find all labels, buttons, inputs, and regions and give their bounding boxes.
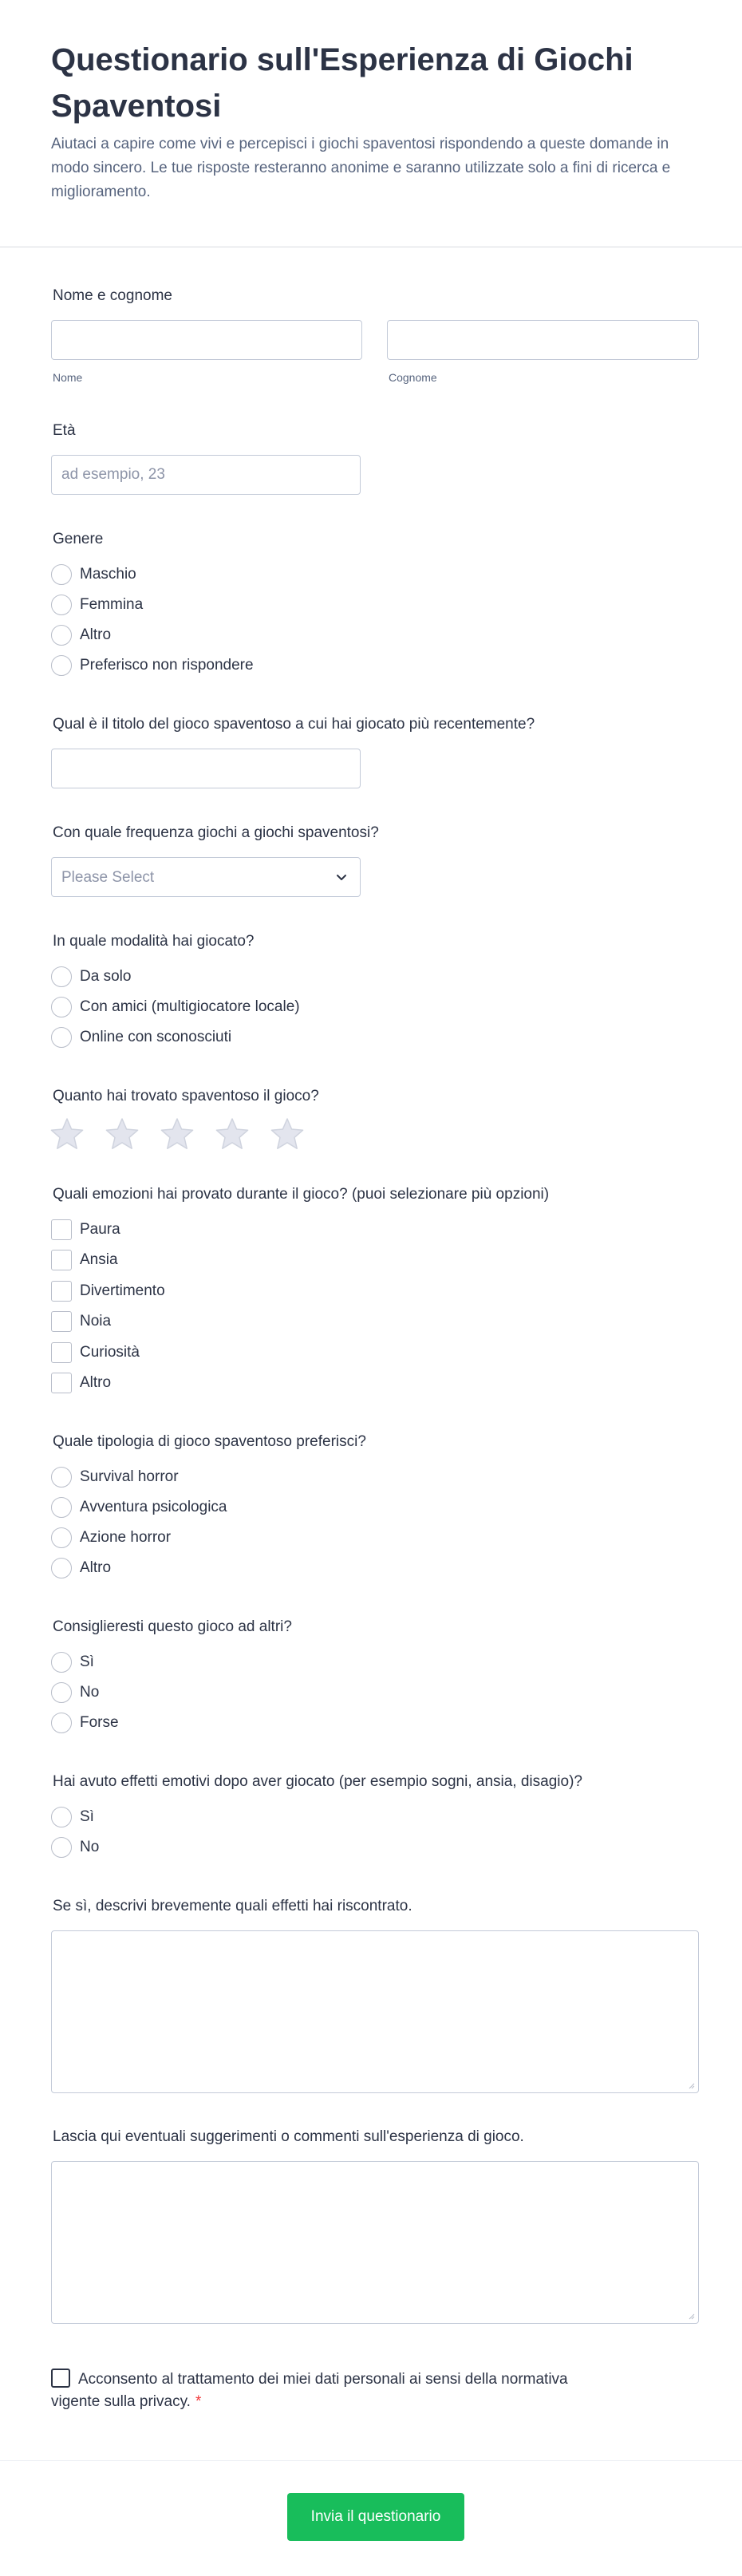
name-label: Nome e cognome bbox=[53, 287, 172, 304]
emotion-option-divertimento[interactable] bbox=[51, 1280, 165, 1302]
effects-option-si[interactable] bbox=[51, 1806, 94, 1828]
radio-button[interactable] bbox=[51, 1027, 72, 1048]
option-label: No bbox=[80, 1684, 100, 1701]
effects-option-no[interactable] bbox=[51, 1836, 99, 1859]
option-label: Paura bbox=[80, 1221, 120, 1238]
option-label: Avventura psicologica bbox=[80, 1499, 227, 1515]
option-label: Altro bbox=[80, 1374, 112, 1391]
checkbox[interactable] bbox=[51, 1250, 72, 1270]
form-title: Questionario sull'Esperienza di Giochi Spaventosi bbox=[51, 42, 633, 124]
genre-option-survival[interactable] bbox=[51, 1466, 179, 1488]
emotion-option-altro[interactable] bbox=[51, 1372, 111, 1394]
radio-button[interactable] bbox=[51, 1467, 72, 1488]
resize-handle-icon[interactable] bbox=[687, 2312, 695, 2320]
mode-option-solo[interactable] bbox=[51, 966, 131, 988]
emotion-option-paura[interactable] bbox=[51, 1219, 120, 1241]
radio-button[interactable] bbox=[51, 595, 72, 615]
frequency-label: Con quale frequenza giochi a giochi spaventosi? bbox=[53, 824, 379, 841]
game-title-label: Qual è il titolo del gioco spaventoso a cui hai giocato più recentemente? bbox=[53, 716, 535, 733]
recommend-option-no[interactable] bbox=[51, 1681, 99, 1704]
star-icon[interactable] bbox=[105, 1117, 140, 1151]
radio-button[interactable] bbox=[51, 997, 72, 1017]
suggestions-label: Lascia qui eventuali suggerimenti o commenti sull'esperienza di gioco. bbox=[53, 2128, 524, 2145]
star-icon[interactable] bbox=[160, 1117, 195, 1151]
gender-option-altro[interactable] bbox=[51, 624, 111, 646]
footer-divider bbox=[0, 2460, 742, 2461]
option-label: Online con sconosciuti bbox=[80, 1029, 232, 1045]
option-label: Survival horror bbox=[80, 1468, 179, 1485]
mode-label: In quale modalità hai giocato? bbox=[53, 933, 255, 950]
age-input[interactable] bbox=[51, 455, 361, 495]
effects-detail-label: Se sì, descrivi brevemente quali effetti hai riscontrato. bbox=[53, 1898, 412, 1914]
star-icon[interactable] bbox=[270, 1117, 305, 1151]
option-label: Curiosità bbox=[80, 1344, 140, 1361]
checkbox[interactable] bbox=[51, 1219, 72, 1240]
option-label: Sì bbox=[80, 1808, 94, 1825]
genre-option-psicologica[interactable] bbox=[51, 1496, 227, 1519]
form-description: Aiutaci a capire come vivi e percepisci i giochi spaventosi rispondendo a queste domande in modo sincero. Le tue risposte resteranno anonime e saranno utilizzate solo a fini di ricerca e miglioramento. bbox=[51, 136, 671, 200]
star-icon[interactable] bbox=[49, 1117, 85, 1151]
option-label: Altro bbox=[80, 626, 112, 643]
checkbox[interactable] bbox=[51, 1281, 72, 1302]
option-label: Forse bbox=[80, 1714, 119, 1731]
select-value: Please Select bbox=[61, 869, 155, 886]
option-label: Preferisco non rispondere bbox=[80, 657, 254, 674]
option-label: Ansia bbox=[80, 1251, 118, 1268]
gender-option-femmina[interactable] bbox=[51, 594, 143, 616]
option-label: Noia bbox=[80, 1313, 112, 1329]
gender-option-preferisco[interactable] bbox=[51, 654, 254, 677]
radio-button[interactable] bbox=[51, 1837, 72, 1858]
mode-option-online[interactable] bbox=[51, 1026, 231, 1049]
emotion-option-noia[interactable] bbox=[51, 1310, 111, 1333]
radio-button[interactable] bbox=[51, 1497, 72, 1518]
checkbox[interactable] bbox=[51, 1373, 72, 1393]
option-label: Sì bbox=[80, 1653, 94, 1670]
form-header bbox=[0, 0, 742, 247]
scariness-label: Quanto hai trovato spaventoso il gioco? bbox=[53, 1088, 319, 1104]
option-label: No bbox=[80, 1839, 100, 1855]
last-name-input[interactable] bbox=[387, 320, 699, 360]
emotions-label: Quali emozioni hai provato durante il gioco? (puoi selezionare più opzioni) bbox=[53, 1186, 550, 1203]
consent-checkbox[interactable] bbox=[51, 2369, 70, 2388]
option-label: Azione horror bbox=[80, 1529, 172, 1546]
emotion-option-ansia[interactable] bbox=[51, 1249, 118, 1271]
option-label: Da solo bbox=[80, 968, 132, 985]
radio-button[interactable] bbox=[51, 1652, 72, 1673]
mode-option-amici[interactable] bbox=[51, 996, 300, 1018]
star-icon[interactable] bbox=[215, 1117, 250, 1151]
consent-text: Acconsento al trattamento dei miei dati personali ai sensi della normativa vigente sulla privacy. bbox=[51, 2371, 568, 2410]
genre-label: Quale tipologia di gioco spaventoso preferisci? bbox=[53, 1433, 366, 1450]
age-label: Età bbox=[53, 422, 76, 439]
submit-button[interactable]: Invia il questionario bbox=[287, 2493, 464, 2541]
first-name-sublabel: Nome bbox=[53, 371, 83, 384]
consent-field[interactable] bbox=[51, 2369, 610, 2413]
effects-label: Hai avuto effetti emotivi dopo aver giocato (per esempio sogni, ansia, disagio)? bbox=[53, 1773, 582, 1790]
recommend-label: Consiglieresti questo gioco ad altri? bbox=[53, 1618, 292, 1635]
radio-button[interactable] bbox=[51, 1713, 72, 1733]
radio-button[interactable] bbox=[51, 1558, 72, 1578]
required-mark: * bbox=[195, 2393, 202, 2410]
radio-button[interactable] bbox=[51, 1682, 72, 1703]
genre-option-altro[interactable] bbox=[51, 1557, 111, 1579]
resize-handle-icon[interactable] bbox=[687, 2081, 695, 2089]
radio-button[interactable] bbox=[51, 655, 72, 676]
radio-button[interactable] bbox=[51, 1527, 72, 1548]
game-title-input[interactable] bbox=[51, 749, 361, 788]
gender-label: Genere bbox=[53, 531, 104, 547]
option-label: Maschio bbox=[80, 566, 136, 583]
radio-button[interactable] bbox=[51, 966, 72, 987]
last-name-sublabel: Cognome bbox=[389, 371, 437, 384]
option-label: Femmina bbox=[80, 596, 144, 613]
recommend-option-si[interactable] bbox=[51, 1651, 94, 1673]
gender-option-maschio[interactable] bbox=[51, 563, 136, 586]
first-name-input[interactable] bbox=[51, 320, 362, 360]
emotion-option-curiosita[interactable] bbox=[51, 1341, 140, 1364]
recommend-option-forse[interactable] bbox=[51, 1712, 119, 1734]
genre-option-azione[interactable] bbox=[51, 1527, 171, 1549]
suggestions-textarea[interactable] bbox=[51, 2161, 699, 2324]
option-label: Altro bbox=[80, 1559, 112, 1576]
checkbox[interactable] bbox=[51, 1342, 72, 1363]
checkbox[interactable] bbox=[51, 1311, 72, 1332]
radio-button[interactable] bbox=[51, 564, 72, 585]
radio-button[interactable] bbox=[51, 625, 72, 646]
effects-detail-textarea[interactable] bbox=[51, 1930, 699, 2093]
chevron-down-icon bbox=[334, 870, 349, 884]
option-label: Con amici (multigiocatore locale) bbox=[80, 998, 300, 1015]
option-label: Divertimento bbox=[80, 1282, 165, 1299]
frequency-select[interactable] bbox=[51, 857, 361, 897]
radio-button[interactable] bbox=[51, 1807, 72, 1827]
